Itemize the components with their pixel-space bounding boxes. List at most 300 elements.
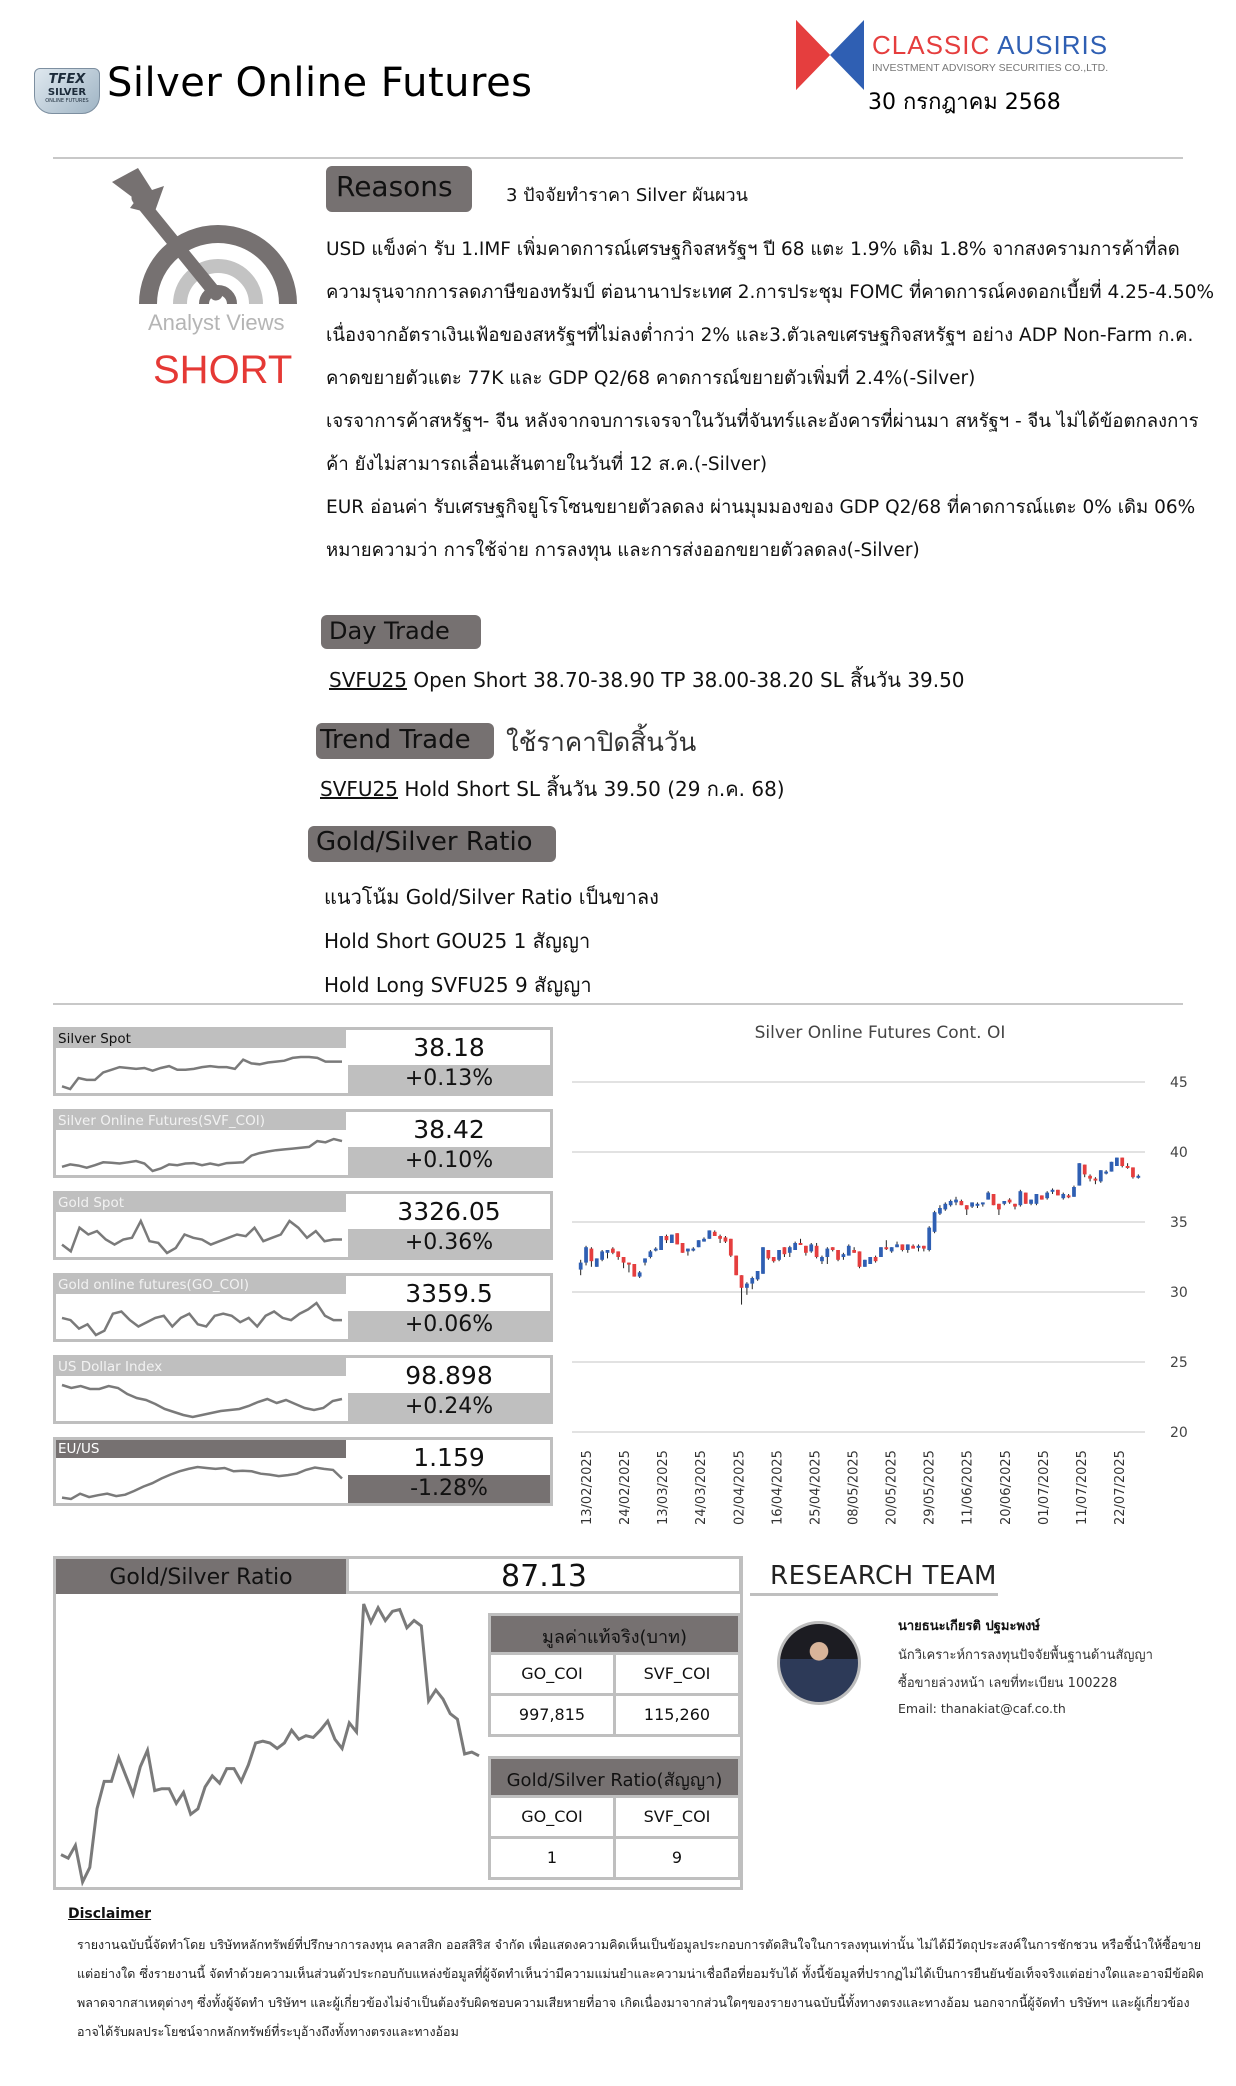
candle-body [707,1230,711,1238]
market-change: +0.10% [348,1147,550,1175]
candle [852,1247,856,1253]
candle [777,1250,781,1261]
market-price: 3359.5 [405,1279,493,1308]
candle [697,1240,701,1247]
candle [938,1205,942,1215]
candle-body [1035,1194,1039,1204]
candle [595,1258,599,1266]
go-coi-contracts: 1 [546,1848,558,1867]
candle [665,1235,669,1243]
candle-body [616,1251,620,1257]
chart-title: Silver Online Futures Cont. OI [754,1023,1006,1043]
candle [842,1253,846,1260]
silver-oi-candlestick-chart [560,1010,1236,1540]
candle-body [1072,1187,1076,1197]
candle [943,1202,947,1210]
candle [622,1257,626,1268]
candle-body [997,1204,1001,1210]
analyst-view-value: SHORT [153,348,293,392]
analyst-role: นักวิเคราะห์การลงทุนปัจจัยพื้นฐานด้านสัญญา [898,1648,1153,1663]
market-price: 38.42 [413,1115,485,1144]
candle-body [627,1263,631,1265]
y-tick-label: 20 [1170,1425,1188,1441]
candle-body [1077,1163,1081,1185]
candle-body [970,1202,974,1206]
candle [1110,1162,1114,1172]
candle [750,1277,754,1290]
sparkline-path [62,1139,342,1171]
market-change: +0.06% [348,1311,550,1339]
analyst-name: นายธนะเกียรติ ปฐมะพงษ์ [898,1619,1040,1634]
candle-body [595,1258,599,1266]
candle [906,1244,910,1252]
analyst-license: ซื้อขายล่วงหน้า เลขที่ทะเบียน 100228 [898,1676,1118,1691]
table-header-row [488,1655,741,1696]
candle-body [1088,1176,1092,1179]
market-change: +0.36% [348,1229,550,1257]
sparkline-path [62,1303,342,1335]
candle [1115,1158,1119,1166]
candle [788,1246,792,1257]
market-panel [53,1109,553,1178]
candle-body [691,1249,695,1251]
market-panel [53,1355,553,1424]
column-header: GO_COI [521,1664,583,1683]
market-panel [53,1027,553,1096]
candle-body [895,1244,899,1247]
classic-ausiris-logo-icon [796,20,864,90]
gold-silver-ratio-value: 87.13 [346,1559,742,1594]
column-header: SVF_COI [613,1655,738,1693]
candle-body [901,1244,905,1250]
true-value-table-header: มูลค่าแท้จริง(บาท) [488,1613,741,1655]
candle [1120,1158,1124,1168]
candle [901,1244,905,1251]
candle-body [740,1275,744,1288]
candle [954,1197,958,1205]
candle-body [681,1243,685,1253]
y-tick-label: 35 [1170,1215,1188,1231]
candle [986,1191,990,1199]
candle-body [579,1263,583,1270]
market-sparkline [58,1295,346,1339]
table-row [488,1696,741,1737]
candle [890,1247,894,1253]
day-trade-recommendation [329,664,965,696]
trend-trade-text: Hold Short SL สิ้นวัน 39.50 (29 ก.ค. 68) [397,777,785,801]
market-panel [53,1191,553,1260]
candle-body [1067,1195,1071,1197]
x-tick-label: 13/02/2025 [580,1450,595,1525]
candle-body [675,1233,679,1244]
candle [724,1236,728,1243]
candle-body [949,1201,953,1205]
market-change: +0.13% [348,1065,550,1093]
candle [879,1247,883,1257]
x-tick-label: 24/02/2025 [618,1450,634,1525]
market-change: +0.24% [348,1393,550,1421]
candle-body [643,1258,647,1262]
brand-subtitle: INVESTMENT ADVISORY SECURITIES CO.,LTD. [872,62,1109,74]
candle-body [842,1254,846,1257]
brand-name-part2: AUSIRIS [997,30,1109,60]
candle [1083,1165,1087,1178]
ratio-line: Hold Long SVFU25 9 สัญญา [324,973,592,997]
candle-body [1110,1162,1114,1172]
candle-body [799,1243,803,1245]
candle [1056,1190,1060,1196]
candle-body [1029,1200,1033,1204]
report-date: 30 กรกฎาคม 2568 [868,90,1061,115]
candle-body [584,1247,588,1262]
x-tick-label: 08/05/2025 [846,1450,862,1525]
candle-body [772,1257,776,1261]
candle-body [600,1251,604,1259]
candle-body [917,1246,921,1248]
candle-body [713,1232,717,1236]
candle-body [804,1246,808,1253]
day-trade-symbol: SVFU25 [329,668,407,692]
candle-body [825,1249,829,1257]
candle [611,1247,615,1254]
candle [1072,1186,1076,1197]
candle-body [852,1250,856,1253]
x-tick-label: 11/07/2025 [1074,1450,1090,1525]
candle-body [858,1251,862,1266]
candle-body [1018,1191,1022,1205]
sparkline-path [62,1385,342,1417]
ratio-contracts-table [488,1756,741,1880]
candle [1067,1194,1071,1198]
candle [1061,1193,1065,1200]
candle [911,1244,915,1248]
candle [691,1247,695,1251]
candle [997,1204,1001,1215]
candle [772,1257,776,1263]
candle-body [1013,1204,1017,1207]
x-tick-label: 13/03/2025 [656,1450,672,1525]
candle-body [933,1212,937,1232]
candle [649,1250,653,1258]
candle [670,1235,674,1243]
market-price: 38.18 [413,1033,485,1062]
candle-body [1104,1172,1108,1174]
header-divider [53,157,1183,159]
candle-body [831,1247,835,1250]
market-name: Silver Spot [56,1030,346,1048]
candle [1013,1204,1017,1210]
candle-body [1115,1158,1119,1166]
reason-paragraph: USD แข็งค่า รับ 1.IMF เพิ่มคาดการณ์เศรษฐกิจสหรัฐฯ ปี 68 แตะ 1.9% เดิม 1.8% จากสงครามการค้าที่ลดความรุนจากการลดภาษีของทรัมป์ ต่อนานาประเทศ 2.การประชุม FOMC ที่คาดการณ์คงดอกเบี้ยที่ 4.25-4.50% เนื่องจากอัตราเงินเฟ้อของสหรัฐฯที่ไม่ลงต่ำกว่า 2% และ3.ตัวเลขเศรษฐกิจสหรัฐฯ อย่าง ADP Non-Farm ก.ค. คาดขยายตัวแตะ 77K และ GDP Q2/68 คาดการณ์ขยายตัวเพิ่มที่ 2.4%(-Silver) [326,239,1215,389]
reason-paragraph: เจรจาการค้าสหรัฐฯ- จีน หลังจากจบการเจรจาในวันที่จันทร์และอังคารที่ผ่านมา สหรัฐฯ - จีน ไม่ได้ข้อตกลงการค้า ยังไม่สามารถเลื่อนเส้นตายในวันที่ 12 ส.ค.(-Silver) [326,411,1199,475]
market-name: EU/US [56,1440,346,1458]
candle [917,1244,921,1251]
disclaimer-text: รายงานฉบับนี้จัดทำโดย บริษัทหลักทรัพย์ที่ปรึกษาการลงทุน คลาสสิก ออสสิริส จำกัด เพื่อแสดงความคิดเห็นเป็นข้อมูลประกอบการตัดสินใจในการลงทุนเท่านั้น ไม่ได้มีวัตถุประสงค์ในการชักชวน หรือชี้นำให้ซื้อขายแต่อย่างใด ซึ่งรายงานนี้ จัดทำด้วยความเห็นส่วนตัวประกอบกับแหล่งข้อมูลที่ผู้จัดทำเห็นว่ามีความแม่นยำและความน่าเชื่อถือที่ยอมรับได้ ทั้งนี้ข้อมูลที่ปรากฏไม่ได้เป็นการยืนยันข้อเท็จจริงแต่อย่างใดและอาจมีข้อผิดพลาดจากสาเหตุต่างๆ ซึ่งทั้งผู้จัดทำ บริษัทฯ และผู้เกี่ยวข้องไม่จำเป็นต้องรับผิดชอบความเสียหายที่อาจ เกิดเนื่องมาจากส่วนใดๆของรายงานฉบับนี้ทั้งทางตรงและทางอ้อม นอกจากนี้ผู้จัดทำ บริษัทฯ และผู้เกี่ยวข้อง อาจได้รับผลประโยชน์จากหลักทรัพย์ที่ระบุอ้างถึงทั้งทางตรงและทางอ้อม [77,1937,1204,2039]
candle [1018,1190,1022,1207]
market-sparkline [58,1049,346,1093]
true-value-table [488,1613,741,1737]
brand-name [872,30,1108,61]
candle [643,1258,647,1265]
candle-body [1002,1201,1006,1204]
candle [793,1242,797,1250]
candle [659,1236,663,1250]
candle [756,1271,760,1281]
candle [1104,1170,1108,1174]
market-name: US Dollar Index [56,1358,346,1376]
candle-body [611,1249,615,1253]
candle-body [1040,1195,1044,1199]
candle [825,1247,829,1264]
candle [1002,1201,1006,1205]
candle [606,1250,610,1258]
candle-body [788,1247,792,1253]
x-tick-label: 16/04/2025 [770,1450,786,1525]
candle [959,1200,963,1206]
ratio-line: แนวโน้ม Gold/Silver Ratio เป็นขาลง [324,885,659,909]
candle-body [890,1247,894,1251]
badge-line1: TFEX [48,72,86,87]
table-header-row [488,1798,741,1839]
gold-silver-ratio-heading: Gold/Silver Ratio [308,826,556,862]
candle-body [863,1260,867,1267]
candle-body [638,1272,642,1276]
candle [884,1240,888,1250]
candle-body [976,1204,980,1206]
candle [740,1275,744,1304]
market-sparkline [58,1131,346,1175]
x-tick-label: 02/04/2025 [732,1450,748,1525]
candle-body [981,1202,985,1204]
candle [815,1243,819,1258]
candle [600,1250,604,1261]
research-team-underline [750,1593,998,1596]
candle [895,1242,899,1248]
candle [1045,1191,1049,1199]
candle-body [766,1250,770,1258]
candle [965,1205,969,1215]
candle [579,1260,583,1275]
candle [981,1202,985,1206]
candle-body [670,1235,674,1243]
market-sparkline [58,1459,346,1503]
candle [933,1211,937,1233]
reasons-heading: Reasons [326,166,472,212]
candle [804,1246,808,1256]
table-row [488,1839,741,1880]
candle [863,1260,867,1267]
trend-trade-heading: Trend Trade [316,723,494,759]
candle-body [1024,1193,1028,1204]
candle [1136,1174,1140,1178]
candle-body [793,1243,797,1250]
candle-body [1099,1170,1103,1181]
trend-trade-symbol: SVFU25 [320,777,398,801]
candle [590,1247,594,1267]
candle-body [954,1200,958,1203]
tfex-silver-badge-logo [34,68,100,114]
candle-body [1051,1190,1055,1192]
candle [970,1202,974,1208]
candle [927,1226,931,1251]
candle [831,1247,835,1251]
candle [799,1239,803,1245]
candle [1029,1200,1033,1206]
candle [616,1251,620,1259]
candle [1099,1170,1103,1183]
candle [638,1271,642,1278]
candle-body [777,1250,781,1260]
x-tick-label: 20/05/2025 [884,1450,900,1525]
candle-body [927,1228,931,1250]
candle-body [729,1239,733,1256]
y-tick-label: 25 [1170,1355,1188,1371]
candle [766,1250,770,1260]
candle [1088,1174,1092,1181]
market-change: -1.28% [348,1475,550,1503]
candle-body [665,1236,669,1240]
candle-body [965,1205,969,1209]
candle [949,1200,953,1207]
candle [836,1250,840,1261]
candle-body [649,1251,653,1257]
candle [734,1256,738,1276]
candle-body [1061,1194,1065,1198]
analyst-email[interactable]: Email: thanakiat@caf.co.th [898,1701,1066,1716]
candle-body [874,1257,878,1261]
candle-body [590,1249,594,1262]
x-tick-label: 22/07/2025 [1113,1450,1128,1525]
brand-name-part1: CLASSIC [872,30,991,60]
candle [627,1263,631,1273]
x-tick-label: 20/06/2025 [998,1450,1014,1525]
candle [718,1235,722,1243]
column-header: GO_COI [521,1807,583,1826]
ratio-contracts-table-header: Gold/Silver Ratio(สัญญา) [488,1756,741,1798]
section-divider [53,1003,1183,1005]
svf-coi-contracts: 9 [613,1839,738,1877]
market-panel [53,1273,553,1342]
candle-body [959,1201,963,1205]
candle-body [1083,1165,1087,1175]
candle-body [1094,1179,1098,1181]
reasons-subtitle: 3 ปัจจัยทำราคา Silver ผันผวน [506,185,748,206]
candle-body [750,1278,754,1284]
disclaimer-title: Disclaimer [68,1906,152,1922]
sparkline-path [62,1467,342,1499]
y-tick-label: 30 [1170,1285,1188,1301]
candle-body [836,1250,840,1260]
candle-body [922,1246,926,1249]
candle-body [1126,1166,1130,1168]
candle-body [632,1264,636,1277]
market-sparkline [58,1213,346,1257]
go-coi-true-value: 997,815 [518,1705,586,1724]
candle [745,1282,749,1295]
y-tick-label: 40 [1170,1145,1188,1161]
reasons-body [326,228,1216,572]
candle-body [911,1246,915,1249]
candle [584,1246,588,1266]
candle [976,1202,980,1208]
market-price: 98.898 [405,1361,493,1390]
candle [1126,1163,1130,1169]
candle-body [1136,1176,1140,1178]
market-price: 3326.05 [397,1197,501,1226]
candle [713,1230,717,1236]
market-name: Gold Spot [56,1194,346,1212]
candle [729,1239,733,1257]
candle [1077,1163,1081,1185]
x-tick-label: 25/04/2025 [808,1450,824,1525]
candle [632,1264,636,1277]
candle [868,1257,872,1264]
candle [675,1233,679,1244]
candle-body [884,1247,888,1249]
candle [1051,1188,1055,1194]
candle-body [1008,1200,1012,1203]
candle-body [906,1244,910,1250]
x-tick-label: 29/05/2025 [922,1450,938,1525]
candle-body [745,1284,749,1288]
candle [922,1246,926,1252]
gold-silver-ratio-sparkline [57,1598,485,1888]
gold-silver-ratio-lines [324,875,659,1007]
candle-body [986,1193,990,1200]
candle-body [815,1246,819,1257]
candle [702,1237,706,1241]
candle-body [724,1237,728,1241]
market-name: Gold online futures(GO_COI) [56,1276,346,1294]
candle-body [1120,1158,1124,1166]
candle-body [756,1271,760,1279]
market-name: Silver Online Futures(SVF_COI) [56,1112,346,1130]
candle [1094,1177,1098,1184]
x-tick-label: 24/03/2025 [694,1450,710,1525]
candle [686,1249,690,1256]
x-tick-label: 01/07/2025 [1036,1450,1052,1525]
column-header: SVF_COI [613,1798,738,1836]
candle-body [659,1236,663,1250]
candle [1008,1198,1012,1204]
candle [1131,1167,1135,1178]
gold-silver-ratio-label: Gold/Silver Ratio [56,1559,346,1594]
sparkline-path [62,1057,342,1089]
candle-body [622,1257,626,1263]
candle [1024,1193,1028,1204]
badge-line3: ONLINE FUTURES [45,98,89,104]
candle [858,1251,862,1268]
page-title: Silver Online Futures [107,60,533,106]
candle-body [606,1250,610,1253]
trend-trade-recommendation [320,773,785,805]
candle-body [938,1208,942,1214]
candle [992,1194,996,1205]
candle-body [783,1247,787,1254]
y-tick-label: 45 [1170,1075,1188,1091]
candle [1035,1194,1039,1205]
candle-body [847,1246,851,1256]
svf-coi-true-value: 115,260 [613,1696,738,1734]
candle-body [820,1257,824,1261]
candle [1040,1195,1044,1199]
analyst-views-label: Analyst Views [148,310,285,335]
candle-body [879,1247,883,1257]
candle [809,1243,813,1253]
candle-body [734,1256,738,1276]
research-team-title: RESEARCH TEAM [770,1561,997,1591]
badge-line2: SILVER [47,87,87,98]
